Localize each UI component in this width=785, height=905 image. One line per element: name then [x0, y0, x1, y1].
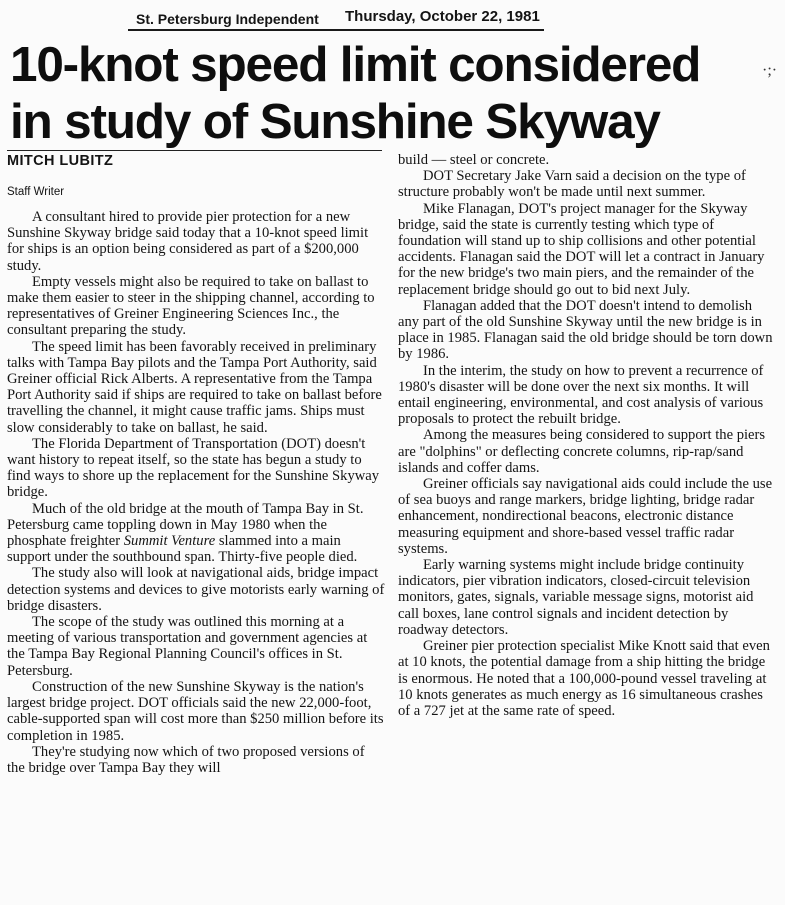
ship-name: Summit Venture [123, 533, 216, 550]
paragraph-summit-venture [7, 501, 385, 566]
paragraph: Among the measures being considered to support the piers are "dolphins" or deflecting concrete columns, rip-rap/sand islands and coffer dams. [398, 427, 766, 476]
paragraph: The scope of the study was outlined this morning at a meeting of various transportation and government agencies at the Tampa Bay Regional Planning Council's offices in St. Petersburg. [7, 614, 368, 679]
paragraph: Greiner pier protection specialist Mike Knott said that even at 10 knots, the potential damage from a ship hitting the bridge is enormous. He noted that a 100,000-pound vessel traveling at 10 knots generates as much energy as 16 simultaneous crashes of a 727 jet at the same rate of speed. [398, 638, 770, 719]
staff-credit: Staff Writer [7, 186, 65, 198]
paragraph: Flanagan added that the DOT doesn't intend to demolish any part of the old Sunshine Skyway until the new bridge is in place in 1985. Flanagan said the old bridge should be torn down by 1986. [398, 297, 773, 363]
paragraph: The speed limit has been favorably received in preliminary talks with Tampa Bay pilots and the Tampa Port Authority, said Greiner official Rick Alberts. A representative from the Tampa Port Authority said if ships are required to take on ballast before travelling the channel, it might cause traffic jams. Ships must slow considerably to take on ballast, he said. [7, 338, 382, 436]
summit-text-before: Much of the old bridge at the mouth of Tampa Bay in St. Petersburg came toppling down in May 1980 when the phosphate freighter [7, 500, 364, 550]
summit-text-after: slammed into a main support under the southbound span. Thirty-five people died. [7, 533, 358, 566]
paragraph: Empty vessels might also be required to take on ballast to make them easier to steer in the shipping channel, according to representatives of Greiner Engineering Sciences Inc., the consultant preparing the study. [7, 273, 375, 339]
paragraph: Greiner officials say navigational aids could include the use of sea buoys and range markers, bridge lighting, bridge radar enhancement, nondirectional beacons, electronic distance measuring equipment and shore-based vessel traffic radar systems. [398, 476, 773, 557]
paragraph: In the interim, the study on how to prevent a recurrence of 1980's disaster will be done over the next six months. It will entail engineering, environmental, and cost analysis of various proposals to protect the rebuilt bridge. [398, 362, 764, 428]
byline: MITCH LUBITZ [7, 150, 382, 171]
print-speck: ·;· [762, 62, 778, 79]
paragraph: Construction of the new Sunshine Skyway is the nation's largest bridge project. DOT officials said the new 22,000-foot, cable-supported span will cost more than $250 million before its completion in 1985. [7, 678, 384, 744]
paragraph: DOT Secretary Jake Varn said a decision on the type of structure probably won't be made until next summer. [398, 168, 746, 201]
headline-line-2: in study of Sunshine Skyway [10, 94, 660, 149]
headline-line-1: 10-knot speed limit considered [10, 37, 701, 92]
paragraph: They're studying now which of two proposed versions of the bridge over Tampa Bay they will [7, 743, 365, 776]
paragraph: Early warning systems might include bridge continuity indicators, pier vibration indicators, closed-circuit television monitors, gates, signals, variable message signs, motorist aid call boxes, lane control signals and incident detection by roadway detectors. [398, 557, 754, 638]
headline [10, 36, 770, 150]
paragraph: The study also will look at navigational aids, bridge impact detection systems and devices to give motorists early warning of bridge disasters. [7, 565, 385, 614]
publication-date: Thursday, October 22, 1981 [345, 8, 540, 25]
article-column-right [398, 152, 776, 719]
paragraph: A consultant hired to provide pier protection for a new Sunshine Skyway bridge said today that a 10-knot speed limit for ships is an option being considered as part of a $200,000 study. [7, 209, 369, 274]
newspaper-name: St. Petersburg Independent [136, 11, 319, 27]
article-column-left [7, 209, 385, 776]
paragraph-continuation: build — steel or concrete. [398, 152, 550, 168]
masthead [128, 7, 544, 31]
paragraph: Mike Flanagan, DOT's project manager for the Skyway bridge, said the state is currently testing which type of foundation will stand up to ship collisions and other potential accidents. Flanagan said the DOT will let a contract in January for the new bridge's two main piers, and the remainder of the replacement bridge should go out to bid next July. [398, 200, 765, 298]
paragraph: The Florida Department of Transportation (DOT) doesn't want history to repeat itself, so the state has begun a study to find ways to shore up the replacement for the Sunshine Skyway bridge. [7, 435, 380, 501]
